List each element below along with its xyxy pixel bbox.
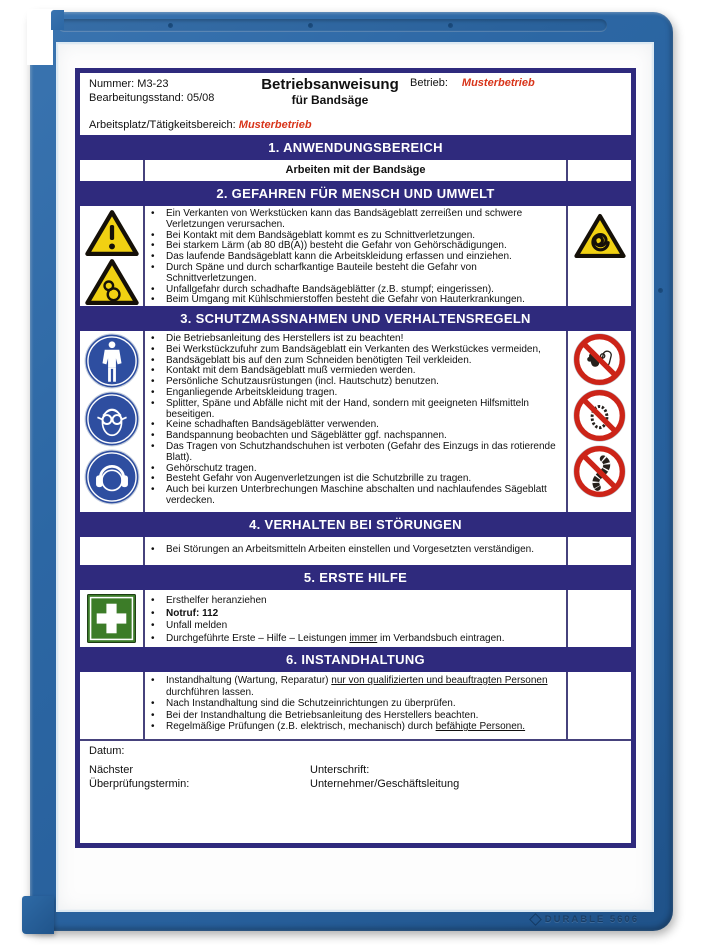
- hazard-icons-right: [566, 206, 631, 306]
- automatic-start-warning-icon: [574, 213, 626, 258]
- frame-groove: [58, 19, 607, 32]
- brand-embossing: [531, 914, 639, 925]
- brand-embossing-text: DURABLE 5606: [544, 914, 639, 925]
- signature-label: Unterschrift:: [310, 764, 370, 776]
- document-paper: [56, 42, 654, 912]
- no-long-hair-icon: [573, 445, 626, 498]
- bullet-item: • Bei Werkstückzufuhr zum Bandsägeblatt ein Verkanten des Werkstückes vermeiden,: [145, 345, 562, 356]
- bullet-item: • Nach Instandhaltung sind die Schutzeinrichtungen zu überprüfen.: [145, 698, 562, 710]
- bullet-item: • Durchgeführte Erste – Hilfe – Leistungen immer im Verbandsbuch eintragen.: [145, 633, 562, 646]
- revision-date: Bearbeitungsstand: 05/08: [89, 92, 215, 104]
- instandhaltung-cell: [145, 672, 566, 739]
- instandhaltung-row: [80, 672, 631, 741]
- stoerungen-list: [145, 542, 566, 556]
- section-band-stoerungen: 4. VERHALTEN BEI STÖRUNGEN: [80, 512, 631, 537]
- wear-safety-glasses-icon: [84, 391, 140, 447]
- empty-icon-cell: [80, 537, 145, 565]
- bullet-item: • Auch bei kurzen Unterbrechungen Maschine abschalten und nachlaufendes Sägeblatt verdecken.: [145, 485, 562, 507]
- section-band-erste-hilfe: 5. ERSTE HILFE: [80, 565, 631, 590]
- empty-icon-cell: [80, 160, 145, 181]
- mounting-notch-lip: [51, 10, 64, 30]
- bullet-item: • Splitter, Späne und Abfälle nicht mit der Hand, sondern mit geeigneten Hilfsmitteln beseitigen.: [145, 399, 562, 421]
- anwendungsbereich-row: [80, 160, 631, 181]
- wear-ear-protection-icon: [84, 449, 140, 505]
- wear-protective-clothing-icon: [84, 333, 140, 389]
- section-band-schutzmassnahmen: 3. SCHUTZMASSNAHMEN UND VERHALTENSREGELN: [80, 306, 631, 331]
- instruction-sheet: [75, 68, 636, 848]
- scope-text: Arbeiten mit der Bandsäge: [285, 164, 426, 176]
- bullet-item: • Instandhaltung (Wartung, Reparatur) nur von qualifizierten und beauftragten Personen durchführen lassen.: [145, 675, 562, 698]
- empty-icon-cell: [566, 160, 631, 181]
- bullet-item: • Bei Kontakt mit dem Bandsägeblatt kommt es zu Schnittverletzungen.: [145, 231, 562, 242]
- erste-hilfe-list: [145, 592, 566, 645]
- drawing-in-hazard-warning-icon: [84, 258, 140, 305]
- document-title: Betriebsanweisung: [261, 76, 399, 93]
- bullet-item: • Gehörschutz tragen.: [145, 464, 562, 475]
- workplace-value: Musterbetrieb: [238, 119, 312, 131]
- signature-role: Unternehmer/Geschäftsleitung: [310, 778, 460, 790]
- hazards-cell: [145, 206, 566, 306]
- hazard-icons-left: [80, 206, 145, 306]
- anwendungsbereich-cell: [145, 160, 566, 181]
- first-aid-cross-icon: [86, 593, 137, 644]
- rivet-pin: [658, 288, 663, 293]
- bullet-item: • Bei der Instandhaltung die Betriebsanleitung des Herstellers beachten.: [145, 710, 562, 722]
- bullet-item: • Beim Umgang mit Kühlschmierstoffen besteht die Gefahr von Hauterkrankungen.: [145, 295, 562, 306]
- stoerungen-cell: [145, 537, 566, 565]
- next-check-label: [89, 763, 189, 791]
- empty-icon-cell: [566, 672, 631, 739]
- bullet-item: • Bei Störungen an Arbeitsmitteln Arbeiten einstellen und Vorgesetzten verständigen.: [145, 545, 562, 556]
- rivet-pin: [448, 23, 453, 28]
- stoerungen-row: [80, 537, 631, 565]
- date-label: Datum:: [89, 745, 125, 757]
- bullet-item: • Das Tragen von Schutzhandschuhen ist verboten (Gefahr des Einzugs in das rotierende Blatt).: [145, 442, 562, 464]
- mounting-foot: [22, 896, 54, 934]
- bullet-item: • Notruf: 112: [145, 608, 562, 621]
- empty-icon-cell: [566, 537, 631, 565]
- bullet-item: • Bei starkem Lärm (ab 80 dB(A)) besteht die Gefahr von Gehörschädigungen.: [145, 241, 562, 252]
- bullet-item: • Bandsägeblatt bis auf den zum Schneiden benötigten Teil verkleiden.: [145, 356, 562, 367]
- instandhaltung-list: [145, 672, 566, 733]
- signature-block: [310, 763, 459, 791]
- bullet-item: • Unfallgefahr durch schadhafte Bandsägeblätter (z.B. stumpf; eingerissen).: [145, 285, 562, 296]
- bullet-item: • Keine schadhaften Bandsägeblätter verwenden.: [145, 420, 562, 431]
- hazards-list: [145, 206, 566, 306]
- no-jewelry-icon: [573, 389, 626, 442]
- empty-icon-cell: [566, 590, 631, 647]
- section-band-instandhaltung: 6. INSTANDHALTUNG: [80, 647, 631, 672]
- bullet-item: • Kontakt mit dem Bandsägeblatt muß vermieden werden.: [145, 366, 562, 377]
- document-subtitle: für Bandsäge: [291, 93, 369, 107]
- no-gloves-icon: [573, 333, 626, 386]
- gefahren-row: [80, 206, 631, 306]
- company-value: Musterbetrieb: [461, 77, 535, 89]
- bullet-item: • Die Betriebsanleitung des Herstellers ist zu beachten!: [145, 334, 562, 345]
- first-aid-icon-cell: [80, 590, 145, 647]
- sheet-header: [80, 73, 631, 135]
- protective-measures-list: [145, 331, 566, 507]
- bullet-item: • Durch Späne und durch scharfkantige Bauteile besteht die Gefahr von Schnittverletzungen.: [145, 263, 562, 285]
- next-check-line1: Nächster: [89, 764, 134, 776]
- erste-hilfe-cell: [145, 590, 566, 647]
- schutzmassnahmen-row: [80, 331, 631, 512]
- company-block: [410, 77, 535, 89]
- erste-hilfe-row: [80, 590, 631, 647]
- bullet-item: • Enganliegende Arbeitskleidung tragen.: [145, 388, 562, 399]
- document-number: Nummer: M3-23: [89, 78, 169, 90]
- company-label: Betrieb:: [410, 77, 448, 89]
- protective-measures-cell: [145, 331, 566, 512]
- empty-icon-cell: [80, 672, 145, 739]
- bullet-item: • Ein Verkanten von Werkstücken kann das Bandsägeblatt zerreißen und schwere Verletzungen verursachen.: [145, 209, 562, 231]
- bullet-item: • Unfall melden: [145, 620, 562, 633]
- section-band-gefahren: 2. GEFAHREN FÜR MENSCH UND UMWELT: [80, 181, 631, 206]
- bullet-item: • Das laufende Bandsägeblatt kann die Arbeitskleidung erfassen und einziehen.: [145, 252, 562, 263]
- general-warning-icon: [84, 209, 140, 256]
- next-check-line2: Überprüfungstermin:: [89, 778, 190, 790]
- sheet-footer: [80, 741, 631, 843]
- bullet-item: • Besteht Gefahr von Augenverletzungen ist die Schutzbrille zu tragen.: [145, 474, 562, 485]
- durable-logo-icon: [529, 913, 542, 926]
- workplace-line: [89, 119, 312, 131]
- rivet-pin: [308, 23, 313, 28]
- rivet-pin: [168, 23, 173, 28]
- mandatory-icons-column: [80, 331, 145, 512]
- bullet-item: • Persönliche Schutzausrüstungen (incl. Hautschutz) benutzen.: [145, 377, 562, 388]
- mounting-notch: [27, 9, 53, 65]
- bullet-item: • Bandspannung beobachten und Sägeblätter ggf. nachspannen.: [145, 431, 562, 442]
- header-title-block: [220, 76, 440, 107]
- header-meta: [89, 77, 214, 105]
- bullet-item: • Regelmäßige Prüfungen (z.B. elektrisch, mechanisch) durch befähigte Personen.: [145, 721, 562, 733]
- section-band-anwendungsbereich: 1. ANWENDUNGSBEREICH: [80, 135, 631, 160]
- workplace-label: Arbeitsplatz/Tätigkeitsbereich:: [89, 119, 239, 131]
- display-panel-frame: [30, 12, 673, 931]
- bullet-item: • Ersthelfer heranziehen: [145, 595, 562, 608]
- prohibition-icons-column: [566, 331, 631, 512]
